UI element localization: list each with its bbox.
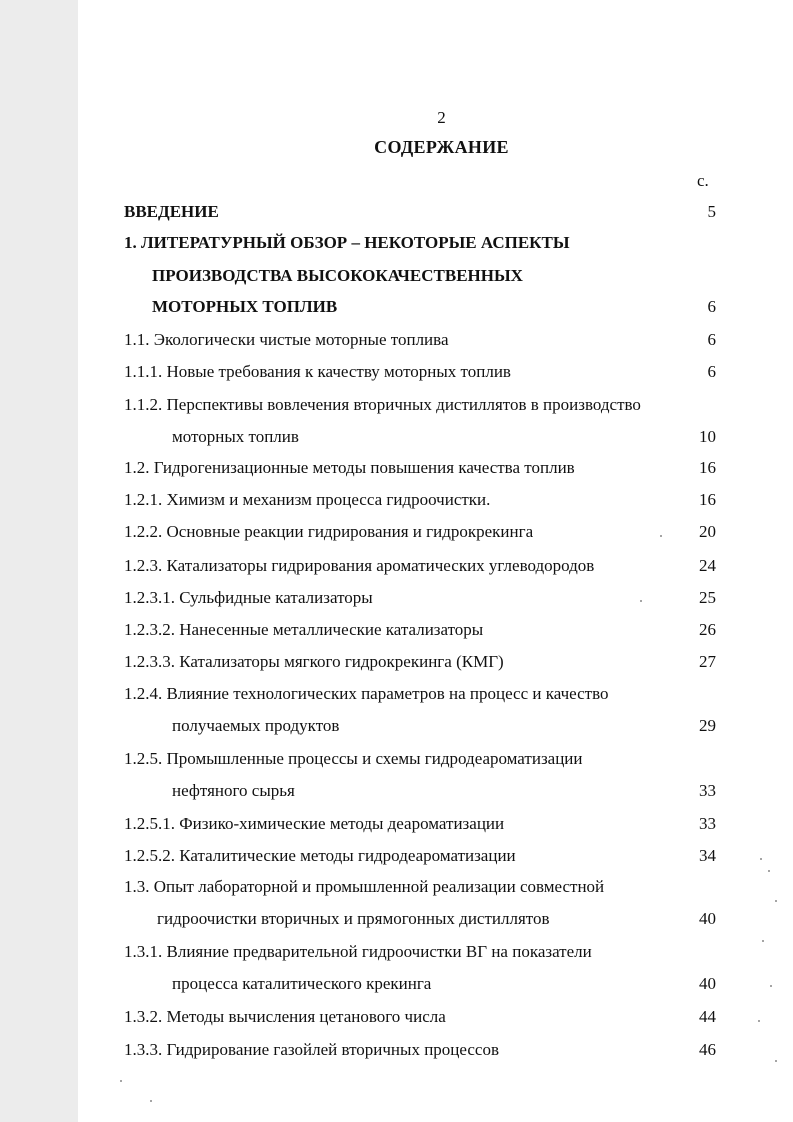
scan-speck <box>770 985 772 987</box>
toc-entry-title: 1.2. Гидрогенизационные методы повышения качества топлив <box>124 458 575 477</box>
toc-entry-title-continuation: нефтяного сырья <box>172 781 295 800</box>
toc-entry-page: 20 <box>699 522 716 541</box>
toc-entry-page: 33 <box>699 781 716 800</box>
toc-entry-title: 1.3.3. Гидрирование газойлей вторичных процессов <box>124 1040 499 1059</box>
page-title: СОДЕРЖАНИЕ <box>374 137 509 157</box>
scan-speck <box>660 535 662 537</box>
toc-entry-title: 1.1.2. Перспективы вовлечения вторичных дистиллятов в производство <box>124 395 641 414</box>
toc-entry-title: 1.2.2. Основные реакции гидрирования и гидрокрекинга <box>124 522 534 541</box>
scan-speck <box>640 600 642 602</box>
toc-entry-page: 24 <box>699 556 716 575</box>
toc-entry-page: 34 <box>699 846 716 865</box>
toc-entry-title: 1.3.2. Методы вычисления цетанового числа <box>124 1007 446 1026</box>
scan-speck <box>120 1080 122 1082</box>
toc-entry-page: 5 <box>707 202 716 221</box>
toc-entry-title: 1.2.3.2. Нанесенные металлические катализаторы <box>124 620 484 639</box>
toc-entry-title: 1.2.3.1. Сульфидные катализаторы <box>124 588 373 607</box>
toc-entry-page: 40 <box>699 909 716 928</box>
toc-entry-title: 1.2.5. Промышленные процессы и схемы гидродеароматизации <box>124 749 583 768</box>
toc-entry-page: 6 <box>707 297 716 316</box>
page-number: 2 <box>437 108 446 127</box>
toc-entry-title-continuation: получаемых продуктов <box>172 716 340 735</box>
toc-entry-title: 1.3.1. Влияние предварительной гидроочистки ВГ на показатели <box>124 942 592 961</box>
scan-speck <box>760 858 762 860</box>
toc-entry-title: 1.2.3.3. Катализаторы мягкого гидрокрекинга (КМГ) <box>124 652 504 671</box>
toc-entry-page: 25 <box>699 588 716 607</box>
scan-speck <box>758 1020 760 1022</box>
toc-entry-title: 1. ЛИТЕРАТУРНЫЙ ОБЗОР – НЕКОТОРЫЕ АСПЕКТЫ <box>124 233 570 252</box>
scan-speck <box>768 870 770 872</box>
toc-entry-title: 1.1.1. Новые требования к качеству моторных топлив <box>124 362 511 381</box>
toc-entry-page: 27 <box>699 652 716 671</box>
toc-entry-page: 40 <box>699 974 716 993</box>
toc-entry-title-continuation: МОТОРНЫХ ТОПЛИВ <box>152 297 338 316</box>
toc-entry-title: ВВЕДЕНИЕ <box>124 202 219 221</box>
toc-entry-page: 29 <box>699 716 716 735</box>
scan-speck <box>150 1100 152 1102</box>
toc-entry-page: 10 <box>699 427 716 446</box>
toc-entry-title: 1.1. Экологически чистые моторные топлива <box>124 330 449 349</box>
toc-entry-title: 1.3. Опыт лабораторной и промышленной реализации совместной <box>124 877 605 896</box>
toc-entry-title-continuation: моторных топлив <box>172 427 299 446</box>
toc-entry-title: 1.2.1. Химизм и механизм процесса гидроочистки. <box>124 490 491 509</box>
toc-entry-page: 6 <box>707 362 716 381</box>
toc-entry-page: 16 <box>699 458 716 477</box>
toc-entry-page: 33 <box>699 814 716 833</box>
toc-entry-title-continuation: ПРОИЗВОДСТВА ВЫСОКОКАЧЕСТВЕННЫХ <box>152 266 523 285</box>
toc-entry-title: 1.2.3. Катализаторы гидрирования ароматических углеводородов <box>124 556 595 575</box>
toc-entry-title: 1.2.5.2. Каталитические методы гидродеароматизации <box>124 846 516 865</box>
toc-entry-title-continuation: гидроочистки вторичных и прямогонных дистиллятов <box>157 909 550 928</box>
toc-entry-title: 1.2.4. Влияние технологических параметров на процесс и качество <box>124 684 609 703</box>
scan-speck <box>762 940 764 942</box>
pages-column-header: с. <box>697 171 709 190</box>
toc-entry-title: 1.2.5.1. Физико-химические методы деароматизации <box>124 814 505 833</box>
toc-entry-page: 44 <box>699 1007 716 1026</box>
scan-speck <box>775 1060 777 1062</box>
scan-speck <box>775 900 777 902</box>
toc-entry-page: 26 <box>699 620 716 639</box>
toc-entry-page: 6 <box>707 330 716 349</box>
toc-entry-page: 16 <box>699 490 716 509</box>
toc-entry-title-continuation: процесса каталитического крекинга <box>172 974 432 993</box>
toc-entry-page: 46 <box>699 1040 716 1059</box>
